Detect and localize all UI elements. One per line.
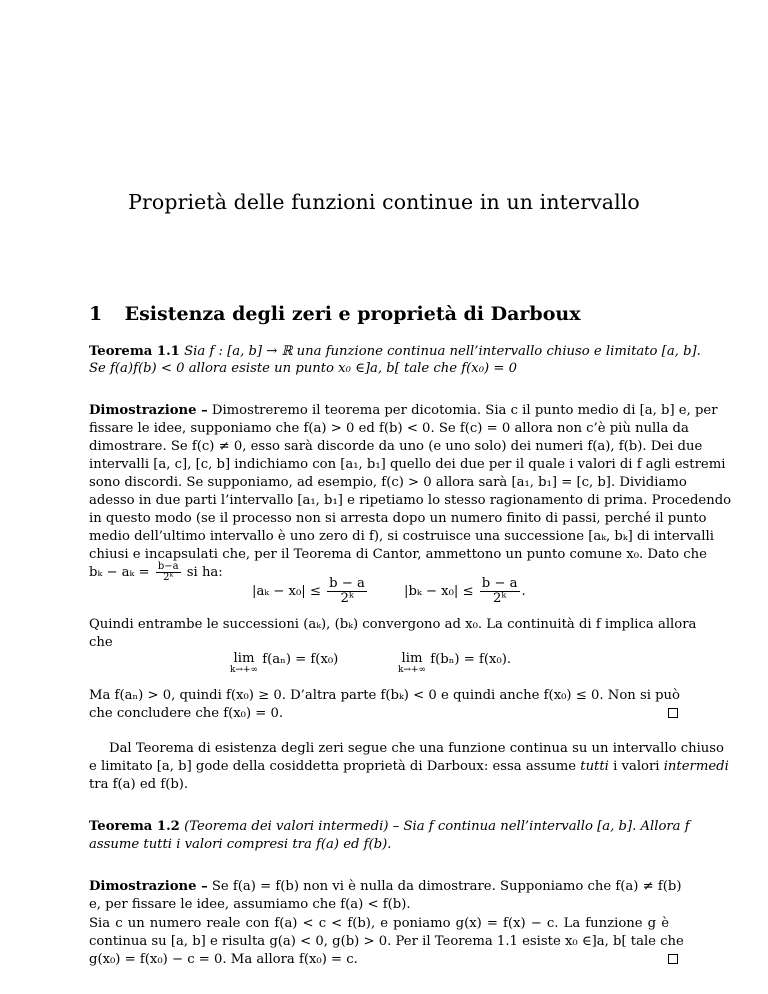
limit-operator xyxy=(230,652,258,675)
theorem-1-1-label: Teorema 1.1 xyxy=(89,344,180,359)
page-title: Proprietà delle funzioni continue in un intervallo xyxy=(128,190,640,214)
theorem-1-1-text-1: Sia f : [a, b] → ℝ una funzione continua nell’intervallo chiuso e limitato [a, b]. xyxy=(184,344,701,359)
proof-1-2-line-5: g(x₀) = f(x₀) − c = 0. Ma allora f(x₀) = c. xyxy=(89,952,358,967)
proof-1-1-line-1 xyxy=(89,403,718,419)
qed-box-icon xyxy=(668,708,678,718)
equation-ak-denominator: 2ᵏ xyxy=(327,591,367,606)
proof-1-1-label: Dimostrazione – xyxy=(89,403,208,418)
proof-1-2-line-1 xyxy=(89,879,682,895)
bk-minus-ak: bₖ − aₖ = xyxy=(89,565,150,580)
inline-fraction-numerator: b−a xyxy=(157,561,179,572)
qed-box-icon xyxy=(668,954,678,964)
proof-1-1-line-5: sono discordi. Se supponiamo, ad esempio, f(c) > 0 allora sarà [a₁, b₁] = [c, b]. Dividiamo xyxy=(89,475,687,490)
proof-1-2-line-2: e, per fissare le idee, assumiamo che f(a) < f(b). xyxy=(89,897,411,912)
theorem-1-1-line-1 xyxy=(89,344,701,360)
proof-1-1-line-2: fissare le idee, supponiamo che f(a) > 0 ed f(b) < 0. Se f(c) = 0 allora non c’è più nulla da xyxy=(89,421,689,436)
limit-symbol: lim xyxy=(401,651,423,666)
limit-an xyxy=(230,652,338,675)
proof-1-1-convergence-line: Quindi entrambe le successioni (aₖ), (bₖ) convergono ad x₀. La continuità di f implica allora xyxy=(89,617,697,632)
equation-bk-fraction xyxy=(480,577,520,606)
equation-ak-left: |aₖ − x₀| ≤ xyxy=(252,584,321,599)
equation-ak-fraction xyxy=(327,577,367,606)
proof-1-1-line-4: intervalli [a, c], [c, b] indichiamo con [a₁, b₁] quello dei due per il quale i valori di f agli estremi xyxy=(89,457,726,472)
proof-1-2-label: Dimostrazione – xyxy=(89,879,208,894)
proof-1-1-line-10 xyxy=(89,562,669,583)
proof-1-1-final-2: che concludere che f(x₀) = 0. xyxy=(89,706,284,721)
limit-operator xyxy=(398,652,426,675)
limit-subscript: k→+∞ xyxy=(398,665,427,675)
equation-bk-bound xyxy=(404,577,526,606)
equation-ak-numerator: b − a xyxy=(329,576,365,591)
proof-1-1-final-1: Ma f(aₙ) > 0, quindi f(x₀) ≥ 0. D’altra parte f(bₖ) < 0 e quindi anche f(x₀) ≤ 0. Non si può xyxy=(89,688,680,703)
limit-symbol: lim xyxy=(233,651,255,666)
paragraph-emphasis-intermedi: intermedi xyxy=(663,759,729,774)
proof-1-1-line-6: adesso in due parti l’intervallo [a₁, b₁] e ripetiamo lo stesso ragionamento di prima. Procedendo xyxy=(89,493,732,508)
paragraph-line-2-a: e limitato [a, b] gode della cosiddetta proprietà di Darboux: essa assume xyxy=(89,759,577,774)
proof-1-2-line-4: continua su [a, b] e risulta g(a) < 0, g(b) > 0. Per il Teorema 1.1 esiste x₀ ∈]a, b[ tale che xyxy=(89,934,684,949)
theorem-1-2-line-1 xyxy=(89,819,690,835)
equation-bk-numerator: b − a xyxy=(481,576,518,591)
proof-1-2-line-3: Sia c un numero reale con f(a) < c < f(b), e poniamo g(x) = f(x) − c. La funzione g è xyxy=(89,916,669,931)
proof-1-1-line-9: chiusi e incapsulati che, per il Teorema di Cantor, ammettono un punto comune x₀. Dato che xyxy=(89,547,707,562)
section-heading xyxy=(89,303,581,325)
paragraph-line-2-b: i valori xyxy=(613,759,660,774)
equation-ak-bound xyxy=(252,577,369,606)
theorem-1-2-text-1: (Teorema dei valori intermedi) – Sia f continua nell’intervallo [a, b]. Allora f xyxy=(184,819,690,834)
paragraph-line-3: tra f(a) ed f(b). xyxy=(89,777,189,792)
paragraph-line-2 xyxy=(89,759,729,775)
proof-1-1-line-7: in questo modo (se il processo non si arresta dopo un numero finito di passi, perché il punto xyxy=(89,511,707,526)
limit-an-expression: f(aₙ) = f(x₀) xyxy=(262,652,339,667)
proof-1-2-text-1: Se f(a) = f(b) non vi è nulla da dimostrare. Supponiamo che f(a) ≠ f(b) xyxy=(211,879,682,894)
equation-bk-denominator: 2ᵏ xyxy=(480,591,520,606)
limit-bn-expression: f(bₙ) = f(x₀). xyxy=(430,652,512,667)
inline-fraction-denominator: 2ᵏ xyxy=(156,572,181,583)
equation-bk-period: . xyxy=(521,584,526,599)
si-ha: si ha: xyxy=(186,565,223,580)
theorem-1-2-label: Teorema 1.2 xyxy=(89,819,180,834)
proof-1-1-text: Dimostreremo il teorema per dicotomia. Sia c il punto medio di [a, b] e, per xyxy=(211,403,718,418)
section-title: Esistenza degli zeri e proprietà di Darboux xyxy=(124,303,581,325)
proof-1-1-line-8: medio dell’ultimo intervallo è uno zero di f), si costruisce una successione [aₖ, bₖ] di intervalli xyxy=(89,529,714,544)
proof-1-1-line-3: dimostrare. Se f(c) ≠ 0, esso sarà discorde da uno (e uno solo) dei numeri f(a), f(b). Dei due xyxy=(89,439,703,454)
limit-bn xyxy=(398,652,511,675)
inline-fraction xyxy=(156,562,181,583)
paragraph-line-1: Dal Teorema di esistenza degli zeri segue che una funzione continua su un intervallo chiuso xyxy=(109,741,725,756)
equation-bk-left: |bₖ − x₀| ≤ xyxy=(404,584,474,599)
paragraph-emphasis-tutti: tutti xyxy=(580,759,609,774)
proof-1-1-che: che xyxy=(89,635,113,650)
theorem-1-1-line-2: Se f(a)f(b) < 0 allora esiste un punto x₀ ∈]a, b[ tale che f(x₀) = 0 xyxy=(89,361,517,376)
limit-subscript: k→+∞ xyxy=(230,665,259,675)
section-number: 1 xyxy=(89,303,103,325)
theorem-1-2-line-2: assume tutti i valori compresi tra f(a) ed f(b). xyxy=(89,837,392,852)
